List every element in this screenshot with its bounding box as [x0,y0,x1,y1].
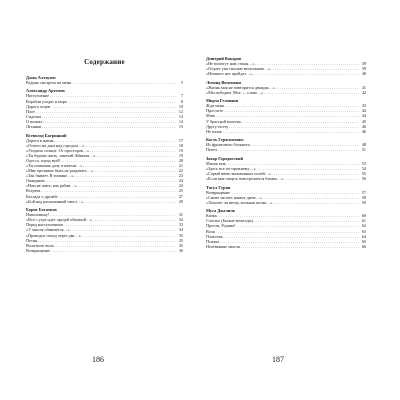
entry-title: Родина смотрела на меня [26,80,71,85]
entry-title: Возвращение [26,247,50,253]
entry-title: «Если мне смерть повстречается близко…» [206,176,284,182]
entry-page-number: 31 [178,212,183,218]
entry-page-number: 14 [178,118,183,124]
entry-page-number: 15 [178,124,183,130]
entry-page-number: 10 [178,103,183,109]
entry-title: Сиделка [26,113,41,119]
entry-title: Баллада о дружбе [26,193,58,199]
author-heading: Дмитрий Вакаров [206,56,242,61]
entry-title: Лесники [26,124,42,130]
entry-title: Песня [26,237,38,243]
entry-page-number: 64 [361,233,366,239]
entry-page-number: 39 [361,61,366,66]
entry-page-number: 45 [361,118,366,124]
toc-entry [206,200,366,205]
entry-title: Воля [206,228,215,234]
entry-title: Встреча [26,188,41,194]
entry-page-number: 65 [361,238,366,244]
dot-leader [51,248,177,253]
entry-page-number: 61 [361,218,366,224]
toc-entry [206,71,366,76]
entry-page-number: 40 [361,71,366,77]
entry-title: «Бой над раскаленный свист…» [26,198,84,204]
entry-page-number: 8 [180,98,183,104]
dot-leader [284,176,359,181]
entry-title: «Всё с утра идет чредой обычной…» [26,217,93,223]
entry-page-number: 7 [180,93,183,99]
entry-page-number: 23 [178,173,183,179]
entry-title: Плот [26,108,35,114]
toc-entry [26,248,183,253]
entry-title: О волнах [26,118,43,124]
right-page [206,56,366,249]
entry-page-number: 46 [361,128,366,134]
entry-title: Другу-поэту [206,123,229,129]
entry-title: Платочек [206,233,223,239]
entry-page-number: 43 [361,103,366,109]
entry-title: Капка [206,213,217,219]
entry-title: «Хохочет ли ветер, вольная песня…» [206,199,273,205]
dot-leader [253,71,359,76]
entry-title: «Не помогут нам стоны…» [206,61,255,66]
entry-title: Наполовину! [26,212,50,218]
entry-page-number: 29 [178,198,183,204]
entry-page-number: 13 [178,113,183,119]
entry-page-number: 44 [361,108,366,114]
entry-page-number: 51 [361,147,366,153]
author-heading: Леонид Виленкин [206,79,241,85]
entry-title: Неотвязные мысли [206,243,240,249]
author-heading: Борис Богатков [26,207,57,213]
entry-page-number: 22 [178,168,183,174]
toc-entry [206,129,366,134]
entry-page-number: 25 [178,188,183,194]
entry-title: Милая моя [206,160,226,166]
entry-title: Наступление [26,93,50,99]
entry-title: Одесса, город мой! [26,157,61,163]
entry-title: «Ты помнишь дачу и качели…» [26,163,83,168]
entry-page-number: 36 [178,247,183,253]
entry-page-number: 60 [361,213,366,219]
entry-page-number: 24 [178,183,183,189]
entry-title: Пепел [206,147,218,153]
entry-title: «Уходило солнце. От просторов…» [26,147,90,153]
entry-title: «Жизнь моя не повторится дважды…» [206,84,275,90]
entry-title: Счастье (Былые межгоды) [206,218,253,224]
entry-page-number: 48 [361,142,366,148]
entry-page-number: 59 [361,199,366,205]
entry-page-number: 24 [178,178,183,184]
toc-entry [206,176,366,181]
dot-leader [273,200,360,205]
page-number-left: 186 [92,355,104,364]
entry-page-number: 21 [178,163,183,168]
entry-title: «Здесь все по-прежнему…» [206,165,256,171]
entry-title: Ожидание [26,178,45,184]
author-heading: Татул Гурян [206,184,231,190]
entry-page-number: 62 [361,223,366,229]
dot-leader [218,147,360,152]
entry-page-number: 19 [178,152,183,158]
entry-title: «Серый ивою выжженных полей…» [206,170,272,176]
entry-title: Дорога отцов [26,103,50,109]
entry-page-number: 20 [178,157,183,163]
page-number-right: 187 [272,355,284,364]
entry-page-number: 44 [361,113,366,119]
entry-title: «Ты будешь жить, замечай Айвазов…» [26,152,96,158]
author-heading: Захар Городисский [206,155,243,161]
page-title: Содержание [84,58,125,66]
entry-page-number: 17 [178,137,183,143]
entry-title: Возвращение [206,189,230,195]
entry-page-number: 58 [361,194,366,200]
entry-title: Прости, Родина! [206,223,236,229]
entry-title: Простите [206,108,223,114]
entry-title: «У мысля обнимется…» [26,227,70,233]
entry-page-number: 35 [178,232,183,238]
entry-title: «Проводит поход через две…» [26,232,81,238]
toc-entry [26,199,183,204]
entry-title: Птичка [206,238,220,244]
entry-page-number: 18 [178,142,183,148]
entry-page-number: 27 [178,193,183,199]
author-heading: Муса Джалиль [206,208,236,214]
entry-title: У братской могилы [206,118,241,124]
author-heading: Всеволод Багрицкий [26,132,67,138]
entry-page-number: 5 [180,80,183,85]
author-heading: Джан Алтаузен [26,75,56,80]
dot-leader [72,80,177,85]
entry-title: Дорога в жизнь [26,137,54,143]
entry-page-number: 41 [361,84,366,90]
entry-page-number: 63 [361,228,366,234]
entry-title: «Нам не жить, как рабам…» [26,183,77,189]
entry-title: Не плачь [206,128,222,134]
entry-title: Перед наступлением [26,222,63,228]
toc-entry [206,244,366,249]
entry-page-number: 53 [361,160,366,166]
entry-title: «Мне противно быть не раздевать…» [26,168,93,174]
entry-title: Корабли уходят в море [26,98,67,104]
author-heading: Мирза Геловани [206,98,239,104]
dot-leader [42,124,176,129]
toc-right [206,56,366,249]
entry-title: «Мы победим. Мое — слово…» [206,89,264,95]
entry-title: «Немного нет пройдет…» [206,71,253,77]
entry-page-number: 55 [361,170,366,176]
entry-title: Из фронтового блокнота [206,142,250,148]
entry-title: Жди меня [206,103,224,109]
entry-title: «Отдает уже гнилью могильною…» [206,66,271,72]
entry-page-number: 19 [178,147,183,153]
entry-page-number: 57 [361,189,366,195]
left-page [26,56,183,253]
dot-leader [264,90,360,95]
entry-page-number: 32 [178,217,183,223]
entry-page-number: 33 [178,222,183,228]
dot-leader [223,129,360,134]
dot-leader [84,199,176,204]
author-heading: Александр Артемов [26,88,65,94]
entry-page-number: 54 [361,165,366,171]
entry-page-number: 35 [178,242,183,248]
entry-page-number: 34 [178,227,183,233]
entry-page-number: 56 [361,176,366,182]
toc-entry [26,124,183,129]
dot-leader [240,244,359,249]
toc-entry [206,147,366,152]
author-heading: Кость Герасименко [206,137,244,143]
toc-entry [26,80,183,85]
entry-title: «Снова застает наших днем…» [206,194,262,200]
entry-title: «Так бывает. В тишине…» [26,173,74,179]
entry-page-number: 46 [361,123,366,129]
entry-title: Воля-воль-воль [26,242,54,248]
entry-page-number: 35 [178,237,183,243]
entry-title: Мать [206,113,216,119]
toc-entry [206,90,366,95]
entry-title: «Отчего же дым над городом…» [26,142,85,148]
entry-page-number: 66 [361,243,366,249]
entry-page-number: 12 [178,108,183,114]
toc-left [26,75,183,253]
entry-page-number: 42 [361,89,366,95]
entry-page-number: 39 [361,66,366,72]
